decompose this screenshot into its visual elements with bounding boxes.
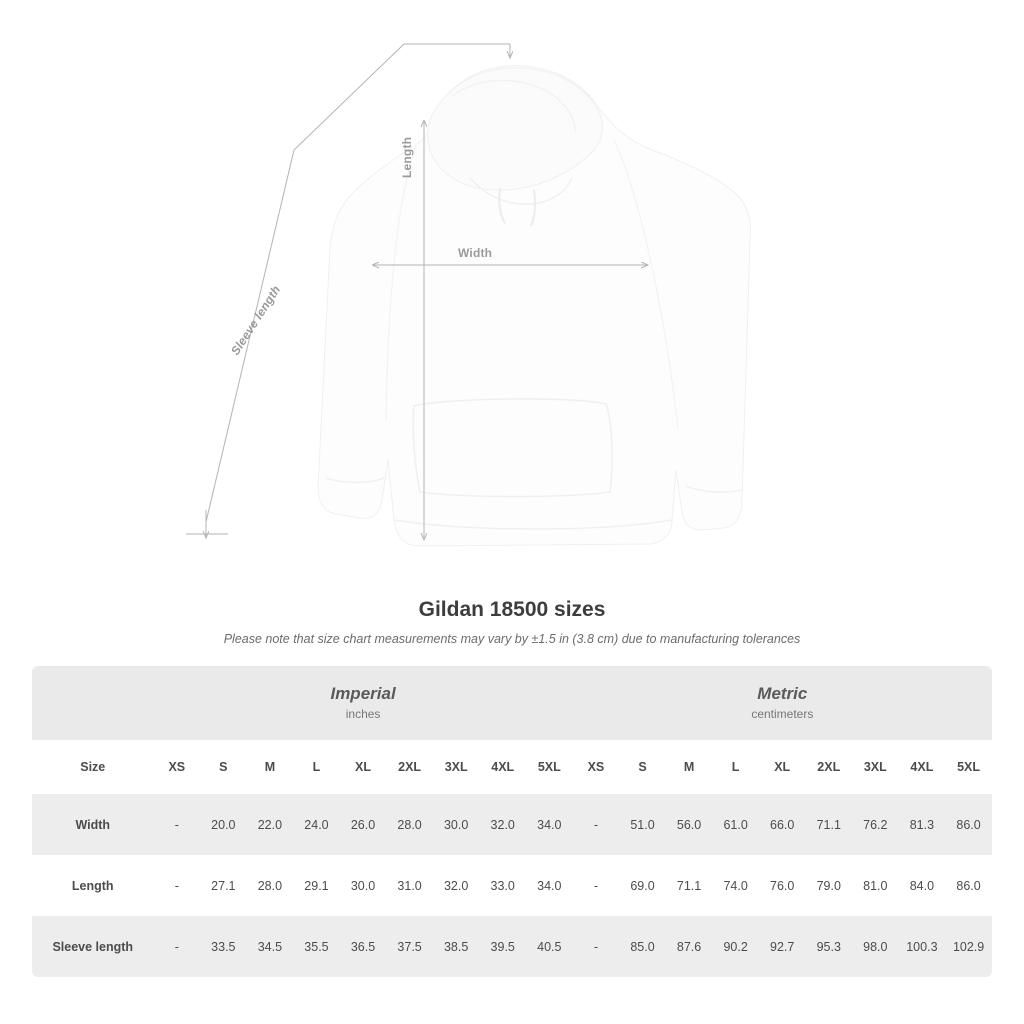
size-header-metric-5xl: 5XL (945, 740, 992, 794)
cell-sleeve-length-metric-xl: 92.7 (759, 916, 806, 977)
cell-sleeve-length-imperial-4xl: 39.5 (479, 916, 526, 977)
page-title: Gildan 18500 sizes (418, 598, 606, 621)
cell-width-metric-xl: 66.0 (759, 794, 806, 855)
unit-header-row (32, 666, 992, 740)
title-block (0, 598, 1024, 646)
size-header-metric-s: S (619, 740, 666, 794)
size-header-imperial-4xl: 4XL (479, 740, 526, 794)
cell-sleeve-length-imperial-5xl: 40.5 (526, 916, 573, 977)
size-header-metric-4xl: 4XL (899, 740, 946, 794)
cell-width-metric-4xl: 81.3 (899, 794, 946, 855)
unit-group-metric (573, 666, 992, 740)
cell-sleeve-length-metric-m: 87.6 (666, 916, 713, 977)
unit-group-name: Imperial (330, 684, 396, 703)
cell-sleeve-length-imperial-3xl: 38.5 (433, 916, 480, 977)
cell-length-imperial-4xl: 33.0 (479, 855, 526, 916)
cell-sleeve-length-metric-4xl: 100.3 (899, 916, 946, 977)
cell-width-imperial-s: 20.0 (200, 794, 247, 855)
hoodie-body-shape (318, 66, 751, 546)
unit-group-name: Metric (757, 684, 808, 703)
unit-group-unit: centimeters (751, 707, 814, 721)
cell-sleeve-length-metric-s: 85.0 (619, 916, 666, 977)
table-row (32, 855, 992, 916)
size-header-imperial-3xl: 3XL (433, 740, 480, 794)
size-header-imperial-s: S (200, 740, 247, 794)
size-header-imperial-xl: XL (340, 740, 387, 794)
unit-header-spacer (32, 666, 154, 740)
cell-width-metric-5xl: 86.0 (945, 794, 992, 855)
size-header-metric-xl: XL (759, 740, 806, 794)
cell-width-imperial-3xl: 30.0 (433, 794, 480, 855)
cell-width-imperial-m: 22.0 (247, 794, 294, 855)
cell-length-imperial-s: 27.1 (200, 855, 247, 916)
sleeve-length-dimension-label: Sleeve length (228, 282, 284, 358)
cell-length-metric-l: 74.0 (712, 855, 759, 916)
row-label-sleeve-length: Sleeve length (32, 916, 154, 977)
cell-length-imperial-xs: - (154, 855, 201, 916)
size-header-metric-l: L (712, 740, 759, 794)
tolerance-note: Please note that size chart measurements may vary by ±1.5 in (3.8 cm) due to manufacturing tolerances (223, 632, 801, 646)
size-header-row (32, 740, 992, 794)
cell-sleeve-length-imperial-s: 33.5 (200, 916, 247, 977)
cell-width-imperial-5xl: 34.0 (526, 794, 573, 855)
cell-length-metric-m: 71.1 (666, 855, 713, 916)
size-header-metric-3xl: 3XL (852, 740, 899, 794)
size-header-imperial-2xl: 2XL (386, 740, 433, 794)
width-dimension-label: Width (458, 246, 493, 260)
cell-width-imperial-xl: 26.0 (340, 794, 387, 855)
size-header-imperial-5xl: 5XL (526, 740, 573, 794)
table-row (32, 794, 992, 855)
cell-length-metric-xl: 76.0 (759, 855, 806, 916)
cell-length-imperial-xl: 30.0 (340, 855, 387, 916)
size-table-wrapper (32, 666, 992, 977)
cell-sleeve-length-metric-xs: - (573, 916, 620, 977)
row-label-length: Length (32, 855, 154, 916)
cell-width-metric-l: 61.0 (712, 794, 759, 855)
cell-sleeve-length-imperial-2xl: 37.5 (386, 916, 433, 977)
size-header-imperial-xs: XS (154, 740, 201, 794)
cell-width-imperial-xs: - (154, 794, 201, 855)
cell-length-imperial-l: 29.1 (293, 855, 340, 916)
size-header-metric-xs: XS (573, 740, 620, 794)
cell-sleeve-length-metric-l: 90.2 (712, 916, 759, 977)
cell-length-metric-xs: - (573, 855, 620, 916)
cell-length-imperial-2xl: 31.0 (386, 855, 433, 916)
cell-width-metric-3xl: 76.2 (852, 794, 899, 855)
size-header-imperial-m: M (247, 740, 294, 794)
cell-length-metric-4xl: 84.0 (899, 855, 946, 916)
cell-length-imperial-m: 28.0 (247, 855, 294, 916)
size-header-metric-m: M (666, 740, 713, 794)
row-label-width: Width (32, 794, 154, 855)
cell-sleeve-length-imperial-xs: - (154, 916, 201, 977)
cell-width-imperial-l: 24.0 (293, 794, 340, 855)
cell-width-metric-xs: - (573, 794, 620, 855)
cell-width-imperial-2xl: 28.0 (386, 794, 433, 855)
cell-sleeve-length-metric-5xl: 102.9 (945, 916, 992, 977)
unit-group-unit: inches (345, 707, 381, 721)
size-header-imperial-l: L (293, 740, 340, 794)
cell-sleeve-length-metric-3xl: 98.0 (852, 916, 899, 977)
unit-group-imperial (154, 666, 573, 740)
cell-width-imperial-4xl: 32.0 (479, 794, 526, 855)
length-dimension-label: Length (400, 136, 414, 178)
cell-length-imperial-5xl: 34.0 (526, 855, 573, 916)
cell-length-metric-2xl: 79.0 (805, 855, 852, 916)
cell-length-metric-5xl: 86.0 (945, 855, 992, 916)
cell-sleeve-length-metric-2xl: 95.3 (805, 916, 852, 977)
cell-length-metric-3xl: 81.0 (852, 855, 899, 916)
cell-sleeve-length-imperial-l: 35.5 (293, 916, 340, 977)
table-row (32, 916, 992, 977)
cell-width-metric-2xl: 71.1 (805, 794, 852, 855)
size-column-header: Size (32, 740, 154, 794)
size-table (32, 666, 992, 977)
cell-length-imperial-3xl: 32.0 (433, 855, 480, 916)
cell-length-metric-s: 69.0 (619, 855, 666, 916)
cell-width-metric-s: 51.0 (619, 794, 666, 855)
cell-width-metric-m: 56.0 (666, 794, 713, 855)
cell-sleeve-length-imperial-m: 34.5 (247, 916, 294, 977)
cell-sleeve-length-imperial-xl: 36.5 (340, 916, 387, 977)
size-header-metric-2xl: 2XL (805, 740, 852, 794)
